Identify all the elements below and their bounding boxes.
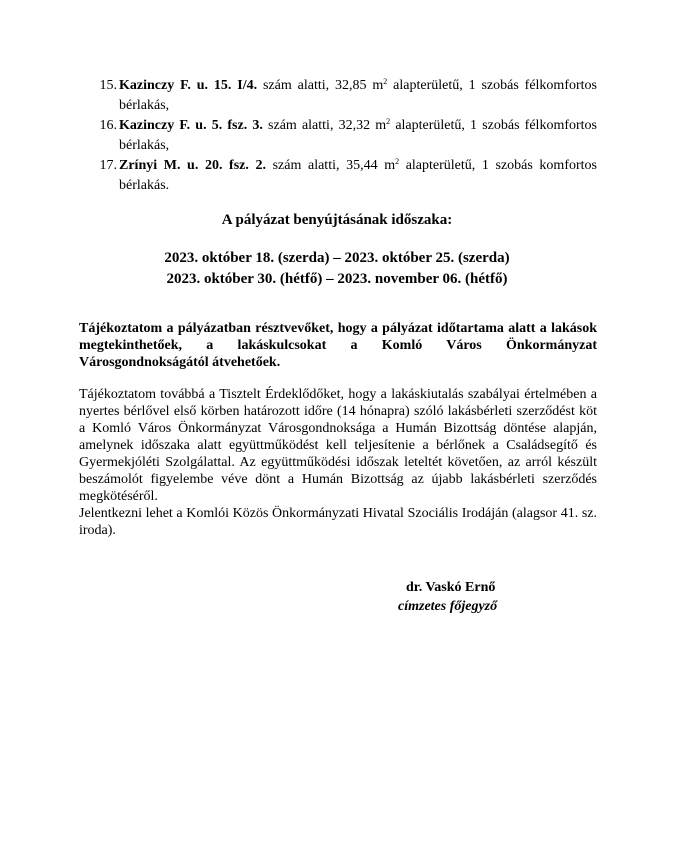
superscript: 2 bbox=[386, 117, 391, 126]
period-heading: A pályázat benyújtásának időszaka: bbox=[221, 212, 453, 228]
period-line-2: 2023. október 30. (hétfő) – 2023. november 06. (hétfő) bbox=[166, 271, 508, 287]
superscript: 2 bbox=[383, 77, 388, 86]
property-address: Kazinczy F. u. 15. I/4. bbox=[119, 78, 258, 93]
list-number: 16. bbox=[99, 118, 117, 133]
signature-block bbox=[398, 578, 497, 616]
application-info-text: Jelentkezni lehet a Komlói Közös Önkormányzati Hivatal Szociális Irodáján (alagsor 41. sz. iroda). bbox=[79, 506, 597, 538]
list-number: 15. bbox=[99, 78, 117, 93]
notice-bold-paragraph: Tájékoztatom a pályázatban résztvevőket, hogy a pályázat időtartama alatt a lakások megtekinthetőek, a lakáskulcsokat a Komló Város Önkormányzat Városgondnokságától átvehetőek. bbox=[79, 321, 597, 370]
superscript: 2 bbox=[395, 157, 400, 166]
property-text: alapterületű, 1 szobás félkomfortos bérlakás, bbox=[119, 78, 597, 113]
notice-paragraph bbox=[79, 386, 597, 539]
list-item bbox=[97, 116, 597, 156]
list-item bbox=[97, 76, 597, 116]
property-text: alapterületű, 1 szobás félkomfortos bérlakás, bbox=[119, 118, 597, 153]
signatory-title: címzetes főjegyző bbox=[398, 599, 498, 614]
property-text: alapterületű, 1 szobás komfortos bérlakás. bbox=[119, 158, 597, 193]
property-text: szám alatti, 35,44 m bbox=[266, 158, 396, 173]
signatory-name: dr. Vaskó Ernő bbox=[406, 580, 496, 595]
list-number: 17. bbox=[99, 158, 117, 173]
notice-text: Tájékoztatom továbbá a Tisztelt Érdeklődőket, hogy a lakáskiutalás szabályai értelmében a nyertes bérlővel első körben határozott időre (14 hónapra) szóló lakásbérleti szerződést köt a Komló Város Önkormányzat Városgondnoksága a Humán Bizottság döntése alapján, amelynek időszaka alatt együttműködést kell teljesítenie a bérlőnek a Családsegítő és Gyermekjóléti Szolgálattal. Az együttműködési időszak leteltét követően, az arról készült beszámolót figyelembe véve dönt a Humán Bizottság az újabb lakásbérleti szerződés megkötéséről. bbox=[79, 387, 597, 504]
property-list bbox=[97, 76, 597, 196]
property-text: szám alatti, 32,85 m bbox=[257, 78, 384, 93]
property-address: Zrínyi M. u. 20. fsz. 2. bbox=[119, 158, 266, 173]
property-text: szám alatti, 32,32 m bbox=[262, 118, 387, 133]
period-line-1: 2023. október 18. (szerda) – 2023. október 25. (szerda) bbox=[164, 250, 510, 266]
list-item bbox=[97, 156, 597, 196]
property-address: Kazinczy F. u. 5. fsz. 3. bbox=[119, 118, 263, 133]
